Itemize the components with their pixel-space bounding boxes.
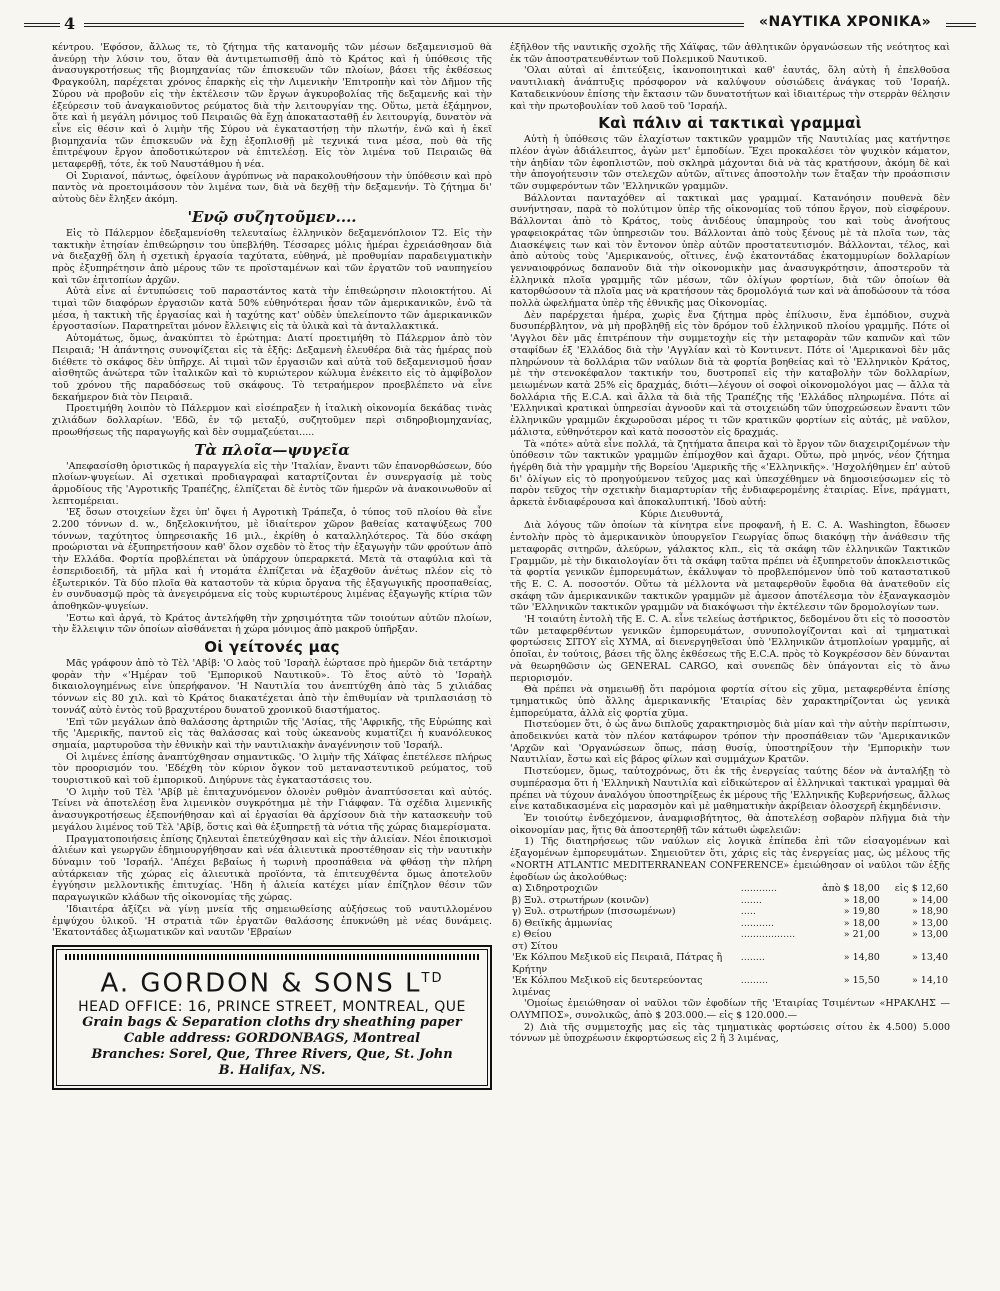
paragraph: 'Ο λιμὴν τοῦ Τὲλ 'Αβίβ μὲ ἐπιταχυνόμενον ὁλονὲν ρυθμὸν ἀναπτύσσεται καὶ αὐτός. Τείνει νὰ ἀποτελέσῃ ἕνα λιμενικὸν συγκρότημα μὲ τὴν Γιάφφαν. Τὰ σχέδια λιμενικῆς ἀνασυγκροτήσεως ἐξεπονήθησαν καὶ αἱ ἐργασίαι θὰ ἀρχίσουν διὰ τὴν κατασκευὴν τοῦ μεγάλου λιμένος τοῦ Τὲλ 'Αβίβ, ὅστις καὶ θὰ ἐξυπηρετῇ τὰ νότια τῆς χώρας διαμερίσματα. [52, 786, 492, 833]
ad-products: Grain bags & Separation cloths dry sheathing paper [82, 1014, 462, 1030]
gordon-advertisement [52, 945, 492, 1090]
paragraph: κέντρου. 'Εφόσον, ἄλλως τε, τὸ ζήτημα τῆς κατανομῆς τῶν μέσων δεξαμενισμοῦ θὰ ἀνεύρῃ τὴν λύσιν του, ὅταν θὰ ἀντιμετωπισθῇ ἀπὸ τὸ Κράτος καὶ ἡ ὑπόθεσις τῆς ἀνασυγκροτήσεως τῆς βιομηχανίας τῶν ἐπισκευῶν τῶν πλοίων, βάσει τῆς ἐκθέσεως Φραγκούλη, παρέχεται χρόνος ἐπαρκὴς εἰς τὴν Λιμενικὴν 'Επιτροπὴν καὶ τὸν Δῆμον τῆς Σύρου νὰ προβοῦν εἰς τὴν ἐκτέλεσιν τῶν ἔργων ἀγκυροβολίας τῆς δεξαμενῆς καὶ τὴν ἐξεύρεσιν τοῦ ἀναγκαιοῦντος ρεύματος διὰ τὴν λειτουργίαν της. Οὕτω, μετὰ ἑξάμηνον, ὅτε καὶ ἡ μεγάλη μόνιμος τοῦ Πειραιῶς θὰ ἔχῃ ἀποκατασταθῇ ἐν λειτουργίᾳ, δυνατὸν νὰ εἶνε εἰς θέσιν καὶ ὁ λιμὴν τῆς Σύρου νὰ ἐγκαταστήσῃ τὴν πλωτήν, ἐνῶ καὶ ἡ ἐκεῖ βιομηχανία τῶν ἐπισκευῶν νὰ ἔχῃ ἐξοπλισθῇ μὲ τεχνικά τινα μέσα, ποὺ θὰ τῆς ἐπιτρέψουν ἔργον ἀποδοτικώτερον νὰ ἐπιτελέσῃ. Εἰς τὸν λιμένα τοῦ Πειραιῶς θὰ μεταφερθῇ, τότε, ἐκ τοῦ Ναυστάθμου ἡ νέα. [52, 42, 492, 171]
paragraph: Εἰς τὸ Πάλερμον ἐδεξαμενίσθη τελευταίως ἑλληνικὸν δεξαμενόπλοιον Τ2. Εἰς τὴν τακτικὴν ἐτησίαν ἐπιθεώρησιν του ὑπεβλήθη. Τέσσαρες μόλις ἡμέραι ἐχρειάσθησαν διὰ νὰ διεξαχθῇ ὅλη ἡ σχετικὴ ἐργασία ταχύτατα, εὐθηνά, μὲ προθυμίαν παραδειγματικὴν πρὸς ἐξυπηρέτησιν ἀπὸ μέρους τῶν τε προϊσταμένων καὶ τῶν ἐργατῶν τοῦ ναυπηγείου καὶ τῶν ἐπιτοπίων ἀρχῶν. [52, 227, 492, 286]
section-body-enw [52, 228, 492, 439]
table-row [510, 883, 950, 895]
section-body-ploia-psygeia [52, 461, 492, 637]
paragraph: Πιστεύομεν, ὅμως, ταὐτοχρόνως, ὅτι ἐκ τῆς ἐνεργείας ταύτης δέον νὰ ἀνταλήξῃ τὸ συμπέρασμα ὅτι ἡ 'Ελληνικὴ Ναυτιλία καὶ εἰδικώτερον αἱ ἑλληνικαὶ τακτικαὶ γραμμαὶ θὰ πρέπει νὰ τύχουν ἀναλόγου ὑποστηρίξεως ἐκ μέρους τῆς 'Ελληνικῆς Κυβερνήσεως, ἄλλως εἶνε καταδικασμένα εἰς μαρασμὸν καὶ μὲ μαθηματικὴν ἀκρίβειαν ὁλοσχερῆ ἐκμηδένισιν. [510, 766, 950, 813]
paragraph: Οἱ λιμένες ἐπίσης ἀναπτύχθησαν σημαντικῶς. 'Ο λιμὴν τῆς Χάϊφας ἐπετέλεσε πλήρως τὸν προορισμόν του. 'Εδέχθη τὸν κύριον ὄγκον τοῦ μεταναστευτικοῦ ρεύματος, τοῦ τουριστικοῦ καὶ τοῦ ἐμπορικοῦ. Διηύρυνε τὰς ἐγκαταστάσεις του. [52, 751, 492, 787]
paragraph: 'Εξ ὅσων στοιχείων ἔχει ὑπ' ὄψει ἡ Αγροτικὴ Τράπεζα, ὁ τύπος τοῦ πλοίου θὰ εἶνε 2.200 τόννων d. w., δηξελοκινήτου, μὲ ἰδιαίτερον χῶρον βαθείας καταψύξεως 700 τόννων, ταχύτητος ὑπηρεσιακῆς 16 μιλ., ἐκρίθη ὁ καταλληλότερος. Τὰ δύο σκάφη προώρισται νὰ ἐξυπηρετήσουν καθ' ὅλον σχεδὸν τὸ ἔτος τὴν ἐξαγωγὴν τῶν φρούτων ἀπὸ τὴν Ελλάδα. Φορτία προβλέπεται νὰ ὑπάρχουν ὑπεραρκετά. Μετὰ τὰ σταφύλια καὶ τὰ ἐσπεριδοειδῆ, τὰ μῆλα καὶ ἡ ντομάτα ἐλπίζεται νὰ ἐξαχθοῦν ἀνέτως πλέον εἰς τὸ ἐξωτερικόν. Τὰ δύο πλοῖα θὰ καταστοῦν τὰ κύρια ὄργανα τῆς ἐξαγωγικῆς προσπαθείας, ἐν συνδυασμῷ πρὸς τὰ ἀνεγειρόμενα εἰς τοὺς κυριωτέρους λιμένας ἐξαγωγῆς κτίρια τῶν ἀποθηκῶν-ψυγείων. [52, 507, 492, 612]
table-row [510, 906, 950, 918]
paragraph: 'Ολαι αὐταὶ αἱ ἐπιτεύξεις, ἱκανοποιητικαὶ καθ' ἑαυτάς, ὅλη αὐτὴ ἡ ἐπελθοῦσα ναυτιλιακὴ ἀνάπτυξις πρόσφορον νὰ καλύψουν οὐσιώδεις ἀνάγκας τοῦ 'Ισραήλ. Καταδεικνύουν ἐπίσης τὴν ἔκτασιν τῶν δυνατοτήτων καὶ ἰδιαιτέρως τὴν στερρὰν θέλησιν καὶ τὴν πρωτοβουλίαν τοῦ λαοῦ τοῦ 'Ισραήλ. [510, 65, 950, 112]
rate-item: ε) Θείου [512, 929, 552, 941]
paragraph: 'Επὶ τῶν μεγάλων ἀπὸ θαλάσσης ἀρτηριῶν τῆς 'Ασίας, τῆς 'Αφρικῆς, τῆς Εὐρώπης καὶ τῆς 'Αμερικῆς, παντοῦ εἰς τὰς θαλάσσας καὶ τοὺς ὠκεανοὺς κυματίζει ἡ κυανόλευκος σημαία, μαρτυροῦσα τὴν ἐθνικὴν καὶ τὴν ναυτιλιακὴν ἀναγέννησιν τοῦ 'Ισραήλ. [52, 716, 492, 751]
paragraph: 'Ομοίως ἐμειώθησαν οἱ ναῦλοι τῶν ἐφοδίων τῆς 'Εταιρίας Τσιμέντων «ΗΡΑΚΛΗΣ — ΟΛΥΜΠΟΣ», συνολικῶς, ἀπὸ $ 203.000.— εἰς $ 120.000.— [510, 998, 950, 1021]
rate-from: » 15,50 [843, 975, 880, 987]
rate-dots: ........... [740, 917, 775, 929]
ad-head-office: HEAD OFFICE: 16, PRINCE STREET, MONTREAL, QUE [78, 998, 466, 1015]
paragraph: 2) Διὰ τῆς συμμετοχῆς μας εἰς τὰς τμηματικὰς φορτώσεις σίτου ἐκ 4.500) 5.000 τόννων μὲ ὑποχρέωσιν ἐκφορτώσεως εἰς 2 ἢ 3 λιμένας, [510, 1021, 950, 1045]
paragraph: Οἱ Συριανοί, πάντως, ὀφείλουν ἀγρύπνως νὰ παρακολουθήσουν τὴν ὑπόθεσιν καὶ πρὸ παντὸς νὰ προετοιμάσουν τὸν λιμένα των, διὰ νὰ δεχθῇ τὴν δεξαμενήν. Τὸ ζήτημα δι' αὐτοὺς δὲν ἔληξεν ἀκόμη. [52, 170, 492, 206]
rate-to: » 14,00 [911, 894, 948, 906]
rate-from: » 14,80 [843, 952, 880, 964]
paragraph: 'Ιδιαιτέρα ἀξίζει νὰ γίνῃ μνεία τῆς σημειωθείσης αὐξήσεως τοῦ ναυτιλλομένου ἐμψύχου ὑλικοῦ. 'Η στρατιὰ τῶν ἐργατῶν θαλάσσης ἐπυκνώθη μὲ νέας δυνάμεις. 'Εκατοντάδες ἀξιωματικῶν καὶ ναυτῶν 'Εβραίων [52, 903, 492, 939]
rate-item: 'Εκ Κόλπου Μεξικοῦ εἰς Πειραιᾶ, Πάτρας ἢ Κρήτην [512, 952, 723, 975]
header-rule-middle [84, 23, 744, 27]
section-heading-geitones: Οἱ γείτονές μας [204, 638, 340, 657]
rate-from: » 21,00 [843, 929, 880, 941]
section-body-geitones [52, 658, 492, 939]
paragraph: Αὐτομάτως, ὅμως, ἀνακύπτει τὸ ἐρώτημα: Διατί προετιμήθη τὸ Πάλερμον ἀπὸ τὸν Πειραιᾶ; 'Η ἀπάντησις συνοψίζεται εἰς τὰ ἑξῆς: Δεξαμενὴ ἐλευθέρα διὰ τὰς ἡμέρας ποὺ διέθετε τὸ σκάφος δὲν ὑπῆρχε. Αἱ τιμαὶ τῶν ἐργασιῶν καὶ αὐτὰ τοῦ δεξαμενισμοῦ ἦσαν αἰσθητῶς ἀνώτερα τῶν ἰταλικῶν καὶ τὸ κυριώτερον κώλυμα ἐνέκειτο εἰς τὸ ἀμφίβολον τοῦ χρόνου τῆς παραδόσεως τοῦ σκάφους. Τὸ τετραήμερον προεβλέπετο νὰ εἶνε δεκαήμερον διὰ τὸν Πειραιᾶ. [52, 333, 492, 403]
rate-to: εἰς $ 12,60 [894, 883, 948, 895]
paragraph: 'Απεφασίσθη ὁριστικῶς ἡ παραγγελία εἰς τὴν 'Ιταλίαν, ἔναντι τῶν ἐπανορθώσεων, δύο πλοίων-ψυγείων. Αἱ σχετικαὶ προδιαγραφαὶ καταρτίζονται ἐν συνεργασίᾳ μὲ τοὺς ἁρμοδίους τῆς 'Αγροτικῆς Τραπέζης, ἐλπίζεται δὲ ἐντὸς τῶν ἡμερῶν νὰ ἀνακοινωθοῦν αἱ λεπτομέρειαι. [52, 460, 492, 507]
paragraph: Πραγματοποιήσεις ἐπίσης ζηλευταὶ ἐπετεύχθησαν καὶ εἰς τὴν ἁλιείαν. Νέοι ἐποικισμοὶ ἁλιέων καὶ γεωργῶν ἐδημιουργήθησαν καὶ νέα ἁλιευτικὰ προστέθησαν εἰς τὴν ναυτικὴν δύναμιν τοῦ 'Ισραήλ. 'Απέχει βεβαίως ἡ τωρινὴ προσπάθεια νὰ φθάσῃ τὴν πλήρη αὐτάρκειαν τῆς χώρας εἰς ἁλιευτικὰ προϊόντα, τὰ ἐπιτευχθέντα ὅμως ἀποτελοῦν ἐγγύησιν μελλοντικῆς ἐπιτυχίας. 'Ηδη ἡ ἁλιεία κατέχει μίαν ἐπίζηλον θέσιν τῶν παραγωγικῶν κλάδων τῆς οἰκονομίας τῆς χώρας. [52, 833, 492, 904]
table-row [510, 952, 950, 975]
rate-dots: ......... [740, 975, 768, 987]
rate-from: ἀπὸ $ 18,00 [822, 883, 880, 895]
rate-item: στ) Σίτου [512, 940, 558, 952]
table-row [510, 941, 950, 953]
rate-dots: ............ [740, 883, 778, 895]
paragraph: 1) Τῆς διατηρήσεως τῶν ναύλων εἰς λογικὰ ἐπίπεδα ἐπὶ τῶν εἰσαγομένων καὶ ἐξαγομένων ἐμπορευμάτων. Σημειοῦτεν ὅτι, χάρις εἰς τὰς ἐνεργείας μας, ὡς μέλους τῆς «NORTH ATLANTIC MEDITERRANEAN CONFERENCE» ἐμειώθησαν οἱ ναῦλοι τῶν ἑξῆς ἐφοδίων ὡς ἀκολούθως: [510, 836, 950, 883]
paragraph: Αὐτὴ ἡ ὑπόθεσις τῶν ἐλαχίστων τακτικῶν γραμμῶν τῆς Ναυτιλίας μας κατήντησε πλέον ἀγὼν ἀδιάλειπτος, ἀγὼν μετ' ἐμποδίων. Ἔχει προκαλέσει τὸν ψυχικὸν κάματον, τὴν ἀηδίαν τῶν ἐφοπλιστῶν, ποὺ σκληρὰ μάχονται διὰ νὰ τὰς κρατήσουν, ἀκόμη δὲ καὶ τὴν ἀπογοήτευσιν τῶν στελεχῶν αὐτῶν, αἵτινες ἀποστολὴν των ἔταξαν τὴν προάσπισιν τῶν συμφερόντων τῶν 'Ελληνικῶν γραμμῶν. [510, 134, 950, 193]
rate-dots [739, 941, 809, 953]
right-column [510, 42, 950, 1045]
table-row [510, 918, 950, 930]
paragraph: 'Η τοιαύτη ἐντολὴ τῆς E. C. A. εἶνε τελείως ἀστήρικτος, δεδομένου ὅτι εἰς τὸ ποσοστὸν τῶν μεταφερθέντων γενικῶν ἐμπορευμάτων, συνυπολογίζονται καὶ αἱ τμηματικαὶ φορτώσεις ΣΙΤΟΥ εἰς ΧΥΜΑ, αἱ διενεργηθεῖσαι ὑπὸ 'Ελληνικῶν ἀτμοπλοίων γραμμῆς, αἱ ὁποῖαι, ἐν τούτοις, βάσει τῆς ὅλης ἐκθέσεως τῆς E.C.A. πρὸς τὸ Κογκρέσσον δὲν δύνανται νὰ θεωρηθῶσιν ὡς GENERAL CARGO, καὶ συνεπῶς δὲν ὑπάγονται εἰς τὸ ἄνω περιορισμόν. [510, 614, 950, 684]
closing-text [510, 998, 950, 1045]
left-column [52, 42, 492, 1090]
ad-company-text: A. GORDON & SONS L [100, 968, 422, 999]
right-intro [510, 42, 950, 112]
ad-frame [56, 949, 488, 1086]
rate-dots: ........ [740, 952, 765, 964]
ad-company-name [65, 964, 479, 999]
header-rule-right [946, 23, 976, 27]
freight-rates-table [510, 883, 950, 998]
rate-item: β) Ξυλ. στρωτήρων (κοινῶν) [512, 894, 649, 906]
section-heading-ploia-psygeia: Τὰ πλοῖα—ψυγεῖα [194, 440, 350, 459]
rate-to: » 13,00 [911, 917, 948, 929]
paragraph: Βάλλονται πανταχόθεν αἱ τακτικαὶ μας γραμμαί. Κατανόησιν πουθενὰ δὲν συνήντησαν, παρὰ τὸ πολύτιμον ὑπὲρ τῆς οἰκονομίας τοῦ τόπου ἔργον, ποὺ εἰσφέρουν. Βάλλονται ἀπὸ τὸ Κράτος, τοὺς ἀνιδέους ὑπαμηροὺς του καὶ τοὺς ἀνοήτους γραφειοκράτας τῶν ὑπηρεσιῶν του. Βάλλονται ἀπὸ τοὺς ξένους μὲ τὰ πλοῖα των, τὰς Διασκέψεις των καὶ τὸν ἔντονον ὑπὲρ αὐτῶν προστατευτισμόν. Βάλλονται, τέλος, καὶ ἀπὸ αὐτοὺς τοὺς 'Αμερικανούς, οἵτινες, ἐνῷ ἐκατοντάδας ἑκατομμυρίων δολλαρίων γενναιοφρόνως δαπανοῦν διὰ τὴν οἰκονομικὴν μας ἀνασυγκρότησιν, ἀποστεροῦν τὰ ἑλληνικὰ πλοῖα γραμμῆς τῶν μέσων, τῶν ὀλίγων φορτίων, διὰ τῶν ὁποίων θὰ κατορθώσουν τὰ πλοῖα μας νὰ κρατήσουν τὰς δρομολόγιά των καὶ νὰ ἀποδώσουν τὰ τόσα πολλὰ ὠφελήματα ὑπὲρ τῆς ἐθνικῆς μας Οἰκονομίας. [510, 192, 950, 310]
page-number: 4 [64, 14, 76, 33]
rate-to [882, 941, 950, 953]
rate-to: » 13,40 [911, 952, 948, 964]
rate-item: γ) Ξυλ. στρωτήρων (πισσωμένων) [512, 906, 676, 918]
paragraph: Προετιμήθη λοιπὸν τὸ Πάλερμον καὶ εἰσέπραξεν ἡ ἰταλικὴ οἰκονομία δεκάδας τινὰς χιλιάδων δολλαρίων. 'Εδῶ, ἐν τῷ μεταξύ, συζητοῦμεν περὶ σιδηροβιομηχανίας, προωθήσεως τῆς παραγωγῆς καὶ δὲν συμμαζεύεται..... [52, 403, 492, 438]
rate-to: » 13,00 [911, 929, 948, 941]
paragraph: Δὲν παρέρχεται ἡμέρα, χωρὶς ἕνα ζήτημα πρὸς ἐπίλυσιν, ἕνα ἐμπόδιον, συχνὰ δυσυπέρβλητον, νὰ μὴ προβληθῇ εἰς τὸν δρόμον τοῦ ἑλληνικοῦ πλοίου γραμμῆς. Πότε οἱ 'Αγγλοι δὲν μᾶς ἐπιτρέπουν τὴν συμμετοχὴν εἰς τὴν μεταφορὰν τῶν καπνῶν καὶ τῶν σταφίδων ἐξ 'Ελλάδος διὰ τὴν 'Αγγλίαν καὶ τὸ Κοντινεντ. Πότε οἱ 'Αμερικανοὶ δὲν μᾶς πληρώνουν τὰ δολλάρια τῶν ναύλων διὰ τὰ φορτία βοηθείας καὶ τὸ 'Ελληνικὸν Κράτος, μὲ τὴν στενοκέφαλον τακτικήν του, δυστροπεῖ εἰς τὴν καταβολὴν τῶν δολλαρίων, μειωμένων κατὰ 25% εἰς δραχμάς, διότι—λέγουν οἱ σοφοὶ οἰκονομολόγοι μας — ἄλλα τὰ δολλάρια τῆς E.C.A. καὶ ἄλλα τὰ διὰ τῆς Τραπέζης τῆς 'Ελλάδος πληρωμένα. Πότε αἱ 'Ελληνικαὶ κρατικαὶ ὑπηρεσίαι ἀγνοοῦν καὶ τὰ στοιχειώδη τῶν ὑποχρεώσεων ἔναντι τῶν ἑλληνικῶν γραμμῶν ἐκχωροῦσαι μέρος τι τῶν κρατικῶν φορτίων εἰς αὐτάς, μὲ ναῦλον, μάλιστα, εὐθηνότερον καὶ κατὰ ποσοστὸν εἰς δραχμάς. [510, 309, 950, 438]
paragraph: ἐξῆλθον τῆς ναυτικῆς σχολῆς τῆς Χάϊφας, τῶν ἀθλητικῶν ὀργανώσεων τῆς νεότητος καὶ ἐκ τῶν ἀποστρατευθέντων τοῦ Πολεμικοῦ Ναυτικοῦ. [510, 42, 950, 65]
left-intro [52, 42, 492, 206]
rate-dots: ..... [740, 906, 756, 918]
paragraph: Μᾶς γράφουν ἀπὸ τὸ Τὲλ 'Αβίβ: 'Ο λαὸς τοῦ 'Ισραὴλ ἑώρτασε πρὸ ἡμερῶν διὰ τετάρτην φορὰν τὴν «'Ημέραν τοῦ 'Εμπορικοῦ Ναυτικοῦ». Τὸ ἔτος αὐτὸ τὸ 'Ισραὴλ δικαιολογημένως εἶνε ὑπερήφανον. 'Η Ναυτιλία του ἀνεπτύχθη ἀπὸ τὰς 5 χιλιάδας τόννων εἰς 80 χιλ. καὶ τὸ Κράτος διακατέχεται ἀπὸ τὴν ἐπιθυμίαν νὰ τριπλασιάσῃ τὸ τοννάζ αὐτὸ ἐντὸς τοῦ βραχυτέρου δυνατοῦ χρονικοῦ διαστήματος. [52, 658, 492, 716]
rate-to: » 18,90 [911, 906, 948, 918]
rate-dots: .................. [740, 929, 796, 941]
paragraph: Αὐτὰ εἶνε αἱ ἐντυπώσεις τοῦ παραστάντος κατὰ τὴν ἐπιθεώρησιν πλοιοκτήτου. Αἱ τιμαὶ τῶν διαφόρων ἐργασιῶν κατὰ 50% εὐθηνότεραι ἦσαν τῶν ἀμερικανικῶν, ἐνῶ τὰ μέσα, ἡ τακτικὴ τῆς ἐργασίας καὶ ἡ ταχύτης κατ' οὐδὲν ὑπελείποντο τῶν ἀμερικανικῶν ἐργοστασίων. Παρατηρεῖται μόνον ἔλλειψις εἰς τὰ ὑλικὰ καὶ τὰ ἀνταλλακτικά. [52, 286, 492, 333]
section-heading-enw: 'Ενῷ συζητοῦμεν.... [187, 207, 357, 226]
paragraph: Τὰ «πότε» αὐτὰ εἶνε πολλά, τὰ ζητήματα ἄπειρα καὶ τὸ ἔργον τῶν διαχειριζομένων τὴν ὑπόθεσιν τῶν τακτικῶν γραμμῶν ἐπίμοχθον καὶ ἄχαρι. Οὕτω, πρὸ μηνός, νέον ζήτημα ἠγέρθη διὰ τὴν γραμμὴν τῆς Βορείου 'Αμερικῆς τῆς «'Ελληνικῆς». 'Ησχολήθημεν ἐπ' αὐτοῦ δι' ὀλίγων εἰς τὸ προηγούμενον τεῦχος μας καὶ ὑπεσχέθημεν νὰ δημοσιεύσωμεν εἰς τὸ παρὸν τεῦχος τὴν σχετικὴν διαμαρτυρίαν τῆς ἐνδιαφερομένης ἑταιρίας. Εἶνε, πράγματι, ἀρκετὰ ἐνδιαφέρουσα καὶ ἀποκαλυπτική. 'Ιδοὺ αὐτή: [510, 438, 950, 509]
header-rule-left [24, 23, 60, 27]
paragraph: Διὰ λόγους τῶν ὁποίων τὰ κίνητρα εἶνε προφανῆ, ἡ E. C. A. Washington, ἔδωσεν ἐντολὴν πρὸς τὸ ἀμερικανικὸν ὑπουργεῖον Γεωργίας ὅπως διακόψῃ τὴν ἀνάθεσιν τῆς μεταφορᾶς σιτηρῶν, ἀλεύρων, γάλακτος κλπ., εἰς τὰ σκάφη τῶν ἑλληνικῶν Τακτικῶν Γραμμῶν, μὲ τὴν δικαιολογίαν ὅτι τὰ σκάφη ταῦτα πρέπει νὰ ἐξυπηρετοῦν ἀποκλειστικῶς τὰ φορτία γενικῶν ἐμπορευμάτων, ἐκάλυψαν τὸ προβλεπόμενον ὑπὸ τοῦ καταστατικοῦ τῆς E. C. A. ποσοστόν. Οὕτω τὰ μέλλοντα νὰ μεταφερθοῦν ἔφοδια θὰ ἀνατεθοῦν εἰς σκάφη τῶν ἀμερικανικῶν τακτικῶν γραμμῶν μὲ ἀμεσον ἀποτέλεσμα τὸν ἐξαναγκασμὸν τῶν 'Ελληνικῶν τακτικῶν γραμμῶν νὰ διακόψωσι τὴν ἐκτέλεσιν τῶν δρομολογίων των. [510, 520, 950, 614]
page-header [24, 14, 976, 36]
ad-company-sup: TD [421, 970, 444, 986]
letter-body [510, 520, 950, 883]
paragraph: Θὰ πρέπει νὰ σημειωθῇ ὅτι παρόμοια φορτία σίτου εἰς χῦμα, μεταφερθέντα ἐπίσης τμηματικῶς ὑπὸ ἄλλης ἀμερικανικῆς 'Εταιρίας δὲν χαρακτηρίζονται ὡς γενικὰ ἐμπορεύματα, ἀλλὰ εἰς φορτία χῦμα. [510, 684, 950, 719]
rate-from [808, 941, 881, 953]
paragraph: Ἐν τοιούτῳ ἐνδεχόμενον, ἀναμφισβήτητος, θὰ ἀποτελέσῃ σοβαρὸν πλῆγμα διὰ τὴν οἰκονομίαν μας, ἥτις θὰ ἀποστερηθῇ τῶν κάτωθι ὠφελειῶν: [510, 813, 950, 836]
ad-cable-address: Cable address: GORDONBAGS, Montreal [123, 1030, 421, 1046]
rate-from: » 18,00 [843, 917, 880, 929]
rate-to: » 14,10 [911, 975, 948, 987]
ad-branches-cont: B. Halifax, NS. [218, 1062, 326, 1078]
masthead-title: «ΝΑΥΤΙΚΑ ΧΡΟΝΙΚΑ» [759, 14, 932, 30]
rate-item: 'Εκ Κόλπου Μεξικοῦ εἰς δευτερεύοντας λιμένας [512, 975, 703, 998]
rate-item: δ) Θειϊκῆς ἀμμωνίας [512, 917, 613, 929]
rate-from: » 19,80 [843, 906, 880, 918]
rate-from: » 18,00 [843, 894, 880, 906]
ad-decorative-strip [65, 954, 479, 960]
section-heading-taktikes-grammes: Καὶ πάλιν αἱ τακτικαὶ γραμμαὶ [598, 114, 862, 133]
table-row [510, 975, 950, 998]
table-row [510, 895, 950, 907]
rate-dots: ....... [740, 894, 762, 906]
table-row [510, 929, 950, 941]
section-body-taktikes-grammes [510, 134, 950, 509]
letter-salutation: Κύριε Διευθυντά, [640, 508, 724, 520]
paragraph: 'Εστω καὶ ἀργά, τὸ Κράτος ἀντελήφθη τὴν χρησιμότητα τῶν τοιούτων αὐτῶν πλοίων, τὴν ἔλλειψιν τῶν ὁποίων αἰσθάνεται ἡ χώρα μόνιμος ἀπὸ μακροῦ ὑπῆρξαν. [52, 612, 492, 636]
paragraph: Πιστεύομεν ὅτι, ὁ ὡς ἄνω διπλοῦς χαρακτηρισμὸς διὰ μίαν καὶ τὴν αὐτὴν περίπτωσιν, ἀποδεικνύει κατὰ τὸν πλέον κατάφωρον τρόπον τὴν προσπάθειαν τῶν 'Αμερικανικῶν 'Αρχῶν καὶ 'Οργανώσεων ὅπως, πάσῃ θυσίᾳ, ὑποστηρίξουν τὴν 'Εμπορικὴν των Ναυτιλίαν, ἔστω καὶ εἰς βάρος φίλων καὶ συμμάχων Κρατῶν. [510, 719, 950, 766]
ad-branches: Branches: Sorel, Que, Three Rivers, Que, St. John [91, 1046, 453, 1062]
rate-item: α) Σιδηροτροχιῶν [512, 883, 598, 895]
